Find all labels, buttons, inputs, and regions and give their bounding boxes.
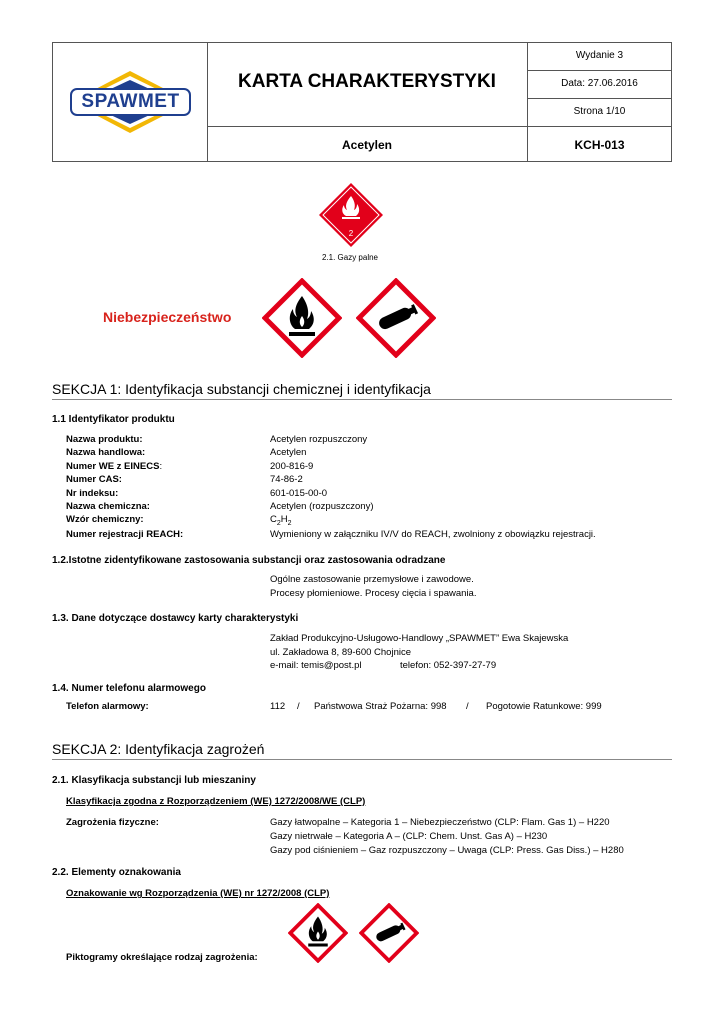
emergency-fire-brigade: Państwowa Straż Pożarna: 998 <box>314 701 447 712</box>
transport-label-2-1 <box>318 182 384 248</box>
document-code: KCH-013 <box>574 138 625 152</box>
label-ec-number-colon: : <box>159 460 163 472</box>
document-title: KARTA CHARAKTERYSTYKI <box>238 71 496 92</box>
section-1-title: SEKCJA 1: Identyfikacja substancji chemicznej i identyfikacja <box>52 381 431 397</box>
section-1-1-title: 1.1 Identyfikator produktu <box>52 414 175 425</box>
section-2-rule <box>52 759 672 760</box>
value-index-number: 601-015-00-0 <box>270 487 328 499</box>
supplier-email: e-mail: temis@post.pl <box>270 660 362 671</box>
label-physical-hazards: Zagrożenia fizyczne: <box>66 817 159 828</box>
label-emergency-phone: Telefon alarmowy: <box>66 701 149 712</box>
flame-icon <box>288 903 348 963</box>
emergency-ambulance: Pogotowie Ratunkowe: 999 <box>486 701 602 712</box>
logo-text: SPAWMET <box>81 91 180 112</box>
gas-cylinder-icon <box>359 903 419 963</box>
signal-word: Niebezpieczeństwo <box>103 309 232 325</box>
section-1-2-title: 1.2.Istotne zidentyfikowane zastosowania substancji oraz zastosowania odradzane <box>52 555 446 566</box>
hazard-line-1: Gazy łatwopalne – Kategoria 1 – Niebezpieczeństwo (CLP: Flam. Gas 1) – H220 <box>270 817 610 828</box>
value-reach-number: Wymieniony w załączniku IV/V do REACH, zwolniony z obowiązku rejestracji. <box>270 529 596 540</box>
emergency-112: 112 <box>270 701 286 712</box>
label-pictograms: Piktogramy określające rodzaj zagrożenia: <box>66 952 258 963</box>
gas-cylinder-icon <box>356 278 436 358</box>
transport-label-caption: 2.1. Gazy palne <box>321 253 379 262</box>
section-2-2-title: 2.2. Elementy oznakowania <box>52 867 181 878</box>
uses-line-1: Ogólne zastosowanie przemysłowe i zawodowe. <box>270 574 474 585</box>
label-cas-number: Numer CAS: <box>66 474 122 486</box>
label-trade-name: Nazwa handlowa: <box>66 447 146 459</box>
clp-labelling-heading: Oznakowanie wg Rozporządzenia (WE) nr 1272/2008 (CLP) <box>66 888 330 899</box>
value-ec-number: 200-816-9 <box>270 460 314 472</box>
value-product-name: Acetylen rozpuszczony <box>270 434 368 445</box>
emergency-separator-2: / <box>466 701 469 712</box>
issue-date: Data: 27.06.2016 <box>561 78 638 89</box>
formula-h-sub: 2 <box>287 520 292 528</box>
hazard-line-2: Gazy nietrwałe – Kategoria A – (CLP: Chem. Unst. Gas A) – H230 <box>270 831 548 842</box>
label-chemical-name: Nazwa chemiczna: <box>66 501 150 512</box>
section-2-title: SEKCJA 2: Identyfikacja zagrożeń <box>52 741 265 757</box>
page-number: Strona 1/10 <box>573 106 626 117</box>
label-ec-number <box>66 460 162 473</box>
formula-h: H <box>280 514 288 526</box>
supplier-company: Zakład Produkcyjno-Usługowo-Handlowy „SPAWMET” Ewa Skajewska <box>270 633 569 644</box>
supplier-phone: telefon: 052-397-27-79 <box>400 660 497 671</box>
section-1-3-title: 1.3. Dane dotyczące dostawcy karty charakterystyki <box>52 613 299 624</box>
label-index-number: Nr indeksu: <box>66 487 119 499</box>
spawmet-logo <box>63 67 198 137</box>
section-2-1-title: 2.1. Klasyfikacja substancji lub mieszaniny <box>52 775 256 786</box>
hazard-line-3: Gazy pod ciśnieniem – Gaz rozpuszczony – Uwaga (CLP: Press. Gas Diss.) – H280 <box>270 845 624 856</box>
flame-icon <box>262 278 342 358</box>
value-chemical-name: Acetylen (rozpuszczony) <box>270 501 374 512</box>
value-cas-number: 74-86-2 <box>270 474 303 486</box>
section-1-4-title: 1.4. Numer telefonu alarmowego <box>52 683 206 694</box>
supplier-address: ul. Zakładowa 8, 89-600 Chojnice <box>270 647 412 658</box>
label-chemical-formula: Wzór chemiczny: <box>66 514 144 526</box>
formula-c: C <box>270 514 277 526</box>
document-header <box>52 42 672 162</box>
label-reach-number: Numer rejestracji REACH: <box>66 529 184 540</box>
transport-class-number: 2 <box>348 229 354 238</box>
section-1-rule <box>52 399 672 400</box>
edition-number: Wydanie 3 <box>575 50 624 61</box>
product-name: Acetylen <box>341 138 393 152</box>
value-trade-name: Acetylen <box>270 447 307 459</box>
clp-classification-heading: Klasyfikacja zgodna z Rozporządzeniem (WE) 1272/2008/WE (CLP) <box>66 796 366 807</box>
label-ec-number-text: Numer WE z EINECS <box>66 460 160 472</box>
label-product-name: Nazwa produktu: <box>66 434 143 445</box>
formula-c-sub: 2 <box>276 520 281 528</box>
emergency-separator-1: / <box>297 701 300 712</box>
uses-line-2: Procesy płomieniowe. Procesy cięcia i spawania. <box>270 588 477 599</box>
